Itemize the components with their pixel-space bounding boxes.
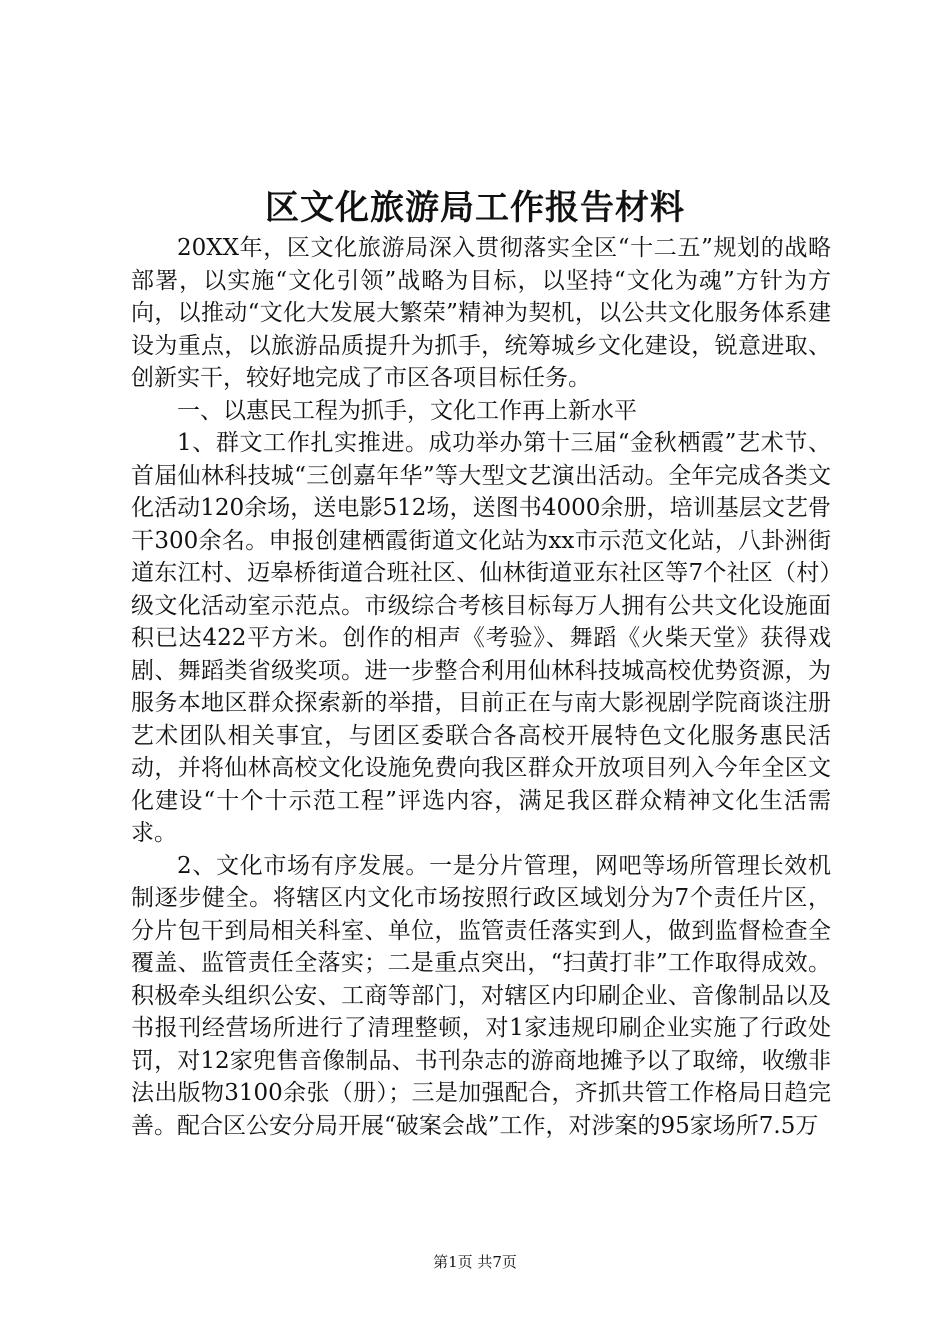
paragraph-culture-market: 2、文化市场有序发展。一是分片管理，网吧等场所管理长效机制逐步健全。将辖区内文化市场按照行政区域划分为7个责任片区，分片包干到局相关科室、单位，监管责任落实到人，做到监督检查全覆盖、监管责任全落实；二是重点突出，“扫黄打非”工作取得成效。积极牵头组织公安、工商等部门，对辖区内印刷企业、音像制品以及书报刊经营场所进行了清理整顿，对1家违规印刷企业实施了行政处罚，对12家兜售音像制品、书刊杂志的游商地摊予以了取缔，收缴非法出版物3100余张（册）；三是加强配合，齐抓共管工作格局日趋完善。配合区公安分局开展“破案会战”工作，对涉案的95家场所7.5万 xyxy=(131,852,831,1139)
paragraph-mass-culture: 1、群文工作扎实推进。成功举办第十三届“金秋栖霞”艺术节、首届仙林科技城“三创嘉年华”等大型文艺演出活动。全年完成各类文化活动120余场，送电影512场，送图书4000余册，培训基层文艺骨干300余名。申报创建栖霞街道文化站为xx市示范文化站，八卦洲街道东江村、迈皋桥街道合班社区、仙林街道亚东社区等7个社区（村）级文化活动室示范点。市级综合考核目标每万人拥有公共文化设施面积已达422平方米。创作的相声《考验》、舞蹈《火柴天堂》获得戏剧、舞蹈类省级奖项。进一步整合利用仙林科技城高校优势资源，为服务本地区群众探索新的举措，目前正在与南大影视剧学院商谈注册艺术团队相关事宜，与团区委联合各高校开展特色文化服务惠民活动，并将仙林高校文化设施免费向我区群众开放项目列入今年全区文化建设“十个十示范工程”评选内容，满足我区群众精神文化生活需求。 xyxy=(131,430,831,846)
section-heading-1: 一、以惠民工程为抓手，文化工作再上新水平 xyxy=(177,397,637,424)
page-number-footer: 第1页 共7页 xyxy=(433,1253,517,1271)
document-title: 区文化旅游局工作报告材料 xyxy=(265,188,685,228)
document-body xyxy=(131,232,831,1142)
paragraph-intro: 20XX年，区文化旅游局深入贯彻落实全区“十二五”规划的战略部署，以实施“文化引领”战略为目标，以坚持“文化为魂”方针为方向，以推动“文化大发展大繁荣”精神为契机，以公共文化服务体系建设为重点，以旅游品质提升为抓手，统筹城乡文化建设，锐意进取、创新实干，较好地完成了市区各项目标任务。 xyxy=(131,235,831,391)
